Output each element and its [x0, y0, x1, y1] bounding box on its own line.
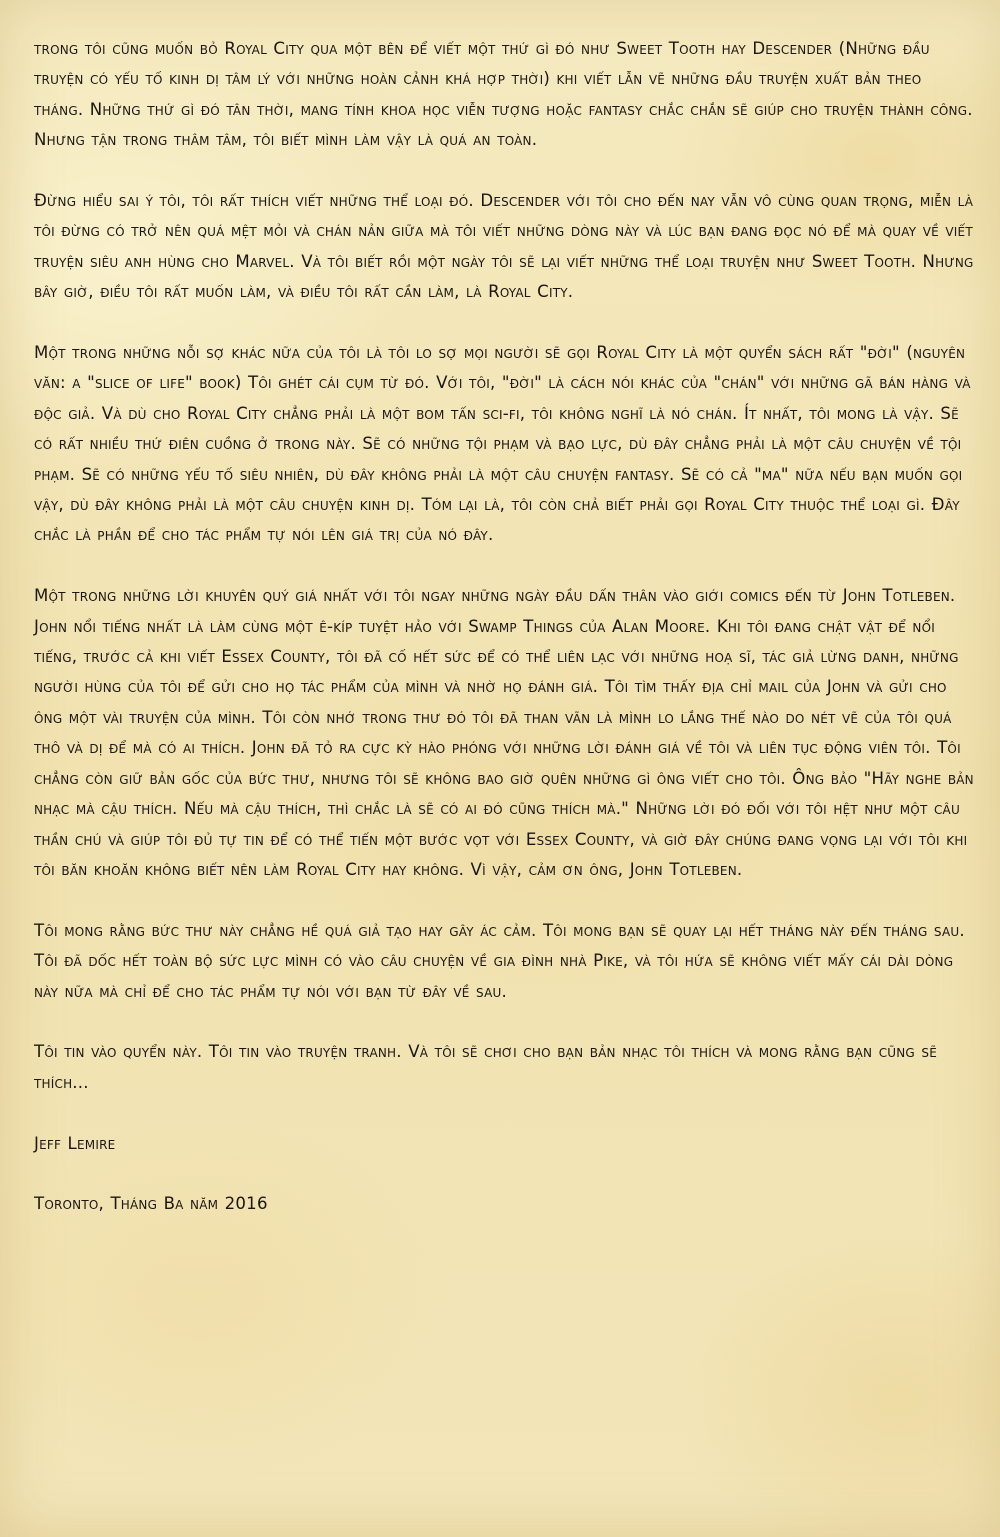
letter-paragraph-6: Tôi tin vào quyển này. Tôi tin vào truyện tranh. Và tôi sẽ chơi cho bạn bản nhạc tôi thích và mong rằng bạn cũng sẽ thích...: [34, 1042, 938, 1092]
author-signature: Jeff Lemire: [34, 1133, 116, 1153]
letter-paragraph-2: Đừng hiểu sai ý tôi, tôi rất thích viết những thể loại đó. Descender với tôi cho đến nay vẫn vô cùng quan trọng, miễn là tôi đừng có trở nên quá mệt mỏi và chán nản giữa mà tôi viết những dòng này và lúc bạn đang đọc nó để mà quay về viết truyện siêu anh hùng cho Marvel. Và tôi biết rồi một ngày tôi sẽ lại viết những thể loại truyện như Sweet Tooth. Nhưng bây giờ, điều tôi rất muốn làm, và điều tôi rất cần làm, là Royal City.: [34, 191, 974, 302]
letter-paragraph-1: trong tôi cũng muốn bỏ Royal City qua một bên để viết một thứ gì đó như Sweet Tooth hay Descender (Những đầu truyện có yếu tố kinh dị tâm lý với những hoàn cảnh khá hợp thời) khi viết lẫn vẽ những đầu truyện xuất bản theo tháng. Những thứ gì đó tân thời, mang tính khoa học viễn tượng hoặc fantasy chắc chắn sẽ giúp cho truyện thành công. Nhưng tận trong thâm tâm, tôi biết mình làm vậy là quá an toàn.: [34, 39, 973, 150]
letter-paragraph-3: Một trong những nỗi sợ khác nữa của tôi là tôi lo sợ mọi người sẽ gọi Royal City là một quyển sách rất "đời" (nguyên văn: a "slice of life" book) Tôi ghét cái cụm từ đó. Với tôi, "đời" là cách nói khác của "chán" với những gã bán hàng và độc giả. Và dù cho Royal City chẳng phải là một bom tấn sci-fi, tôi không nghĩ là nó chán. Ít nhất, tôi mong là vậy. Sẽ có rất nhiều thứ điên cuồng ở trong này. Sẽ có những tội phạm và bạo lực, dù đây chẳng phải là một câu chuyện về tội phạm. Sẽ có những yếu tố siêu nhiên, dù đây không phải là một câu chuyện fantasy. Sẽ có cả "ma" nữa nếu bạn muốn gọi vậy, dù đây không phải là một câu chuyện kinh dị. Tóm lại là, tôi còn chả biết phải gọi Royal City thuộc thể loại gì. Đây chắc là phần để cho tác phẩm tự nói lên giá trị của nó đây.: [34, 343, 971, 545]
letter-paragraph-5: Tôi mong rằng bức thư này chẳng hề quá giả tạo hay gây ác cảm. Tôi mong bạn sẽ quay lại hết tháng này đến tháng sau. Tôi đã dốc hết toàn bộ sức lực mình có vào câu chuyện về gia đình nhà Pike, và tôi hứa sẽ không viết mấy cái dài dòng này nữa mà chỉ để cho tác phẩm tự nói với bạn từ đây về sau.: [34, 920, 965, 1001]
place-and-date: Toronto, Tháng Ba năm 2016: [34, 1194, 268, 1214]
letter-paragraph-4: Một trong những lời khuyên quý giá nhất với tôi ngay những ngày đầu dấn thân vào giới comics đến từ John Totleben. John nổi tiếng nhất là làm cùng một ê-kíp tuyệt hảo với Swamp Things của Alan Moore. Khi tôi đang chật vật để nổi tiếng, trước cả khi viết Essex County, tôi đã cố hết sức để có thể liên lạc với những hoạ sĩ, tác giả lừng danh, những người hùng của tôi để gửi cho họ tác phẩm của mình và nhờ họ đánh giá. Tôi tìm thấy địa chỉ mail của John và gửi cho ông một vài truyện của mình. Tôi còn nhớ trong thư đó tôi đã than vãn là mình lo lắng thế nào do nét vẽ của tôi quá thô và dị để mà có ai thích. John đã tỏ ra cực kỳ hào phóng với những lời đánh giá về tôi và liên tục động viên tôi. Tôi chẳng còn giữ bản gốc của bức thư, nhưng tôi sẽ không bao giờ quên những gì ông viết cho tôi. Ông bảo "Hãy nghe bản nhạc mà cậu thích. Nếu mà cậu thích, thì chắc là sẽ có ai đó cũng thích mà." Những lời đó đối với tôi hệt như một câu thần chú và giúp tôi đủ tự tin để có thể tiến một bước vọt với Essex County, và giờ đây chúng đang vọng lại với tôi khi tôi băn khoăn không biết nên làm Royal City hay không. Vì vậy, cảm ơn ông, John Totleben.: [34, 586, 974, 879]
letter-body: [34, 34, 974, 1220]
